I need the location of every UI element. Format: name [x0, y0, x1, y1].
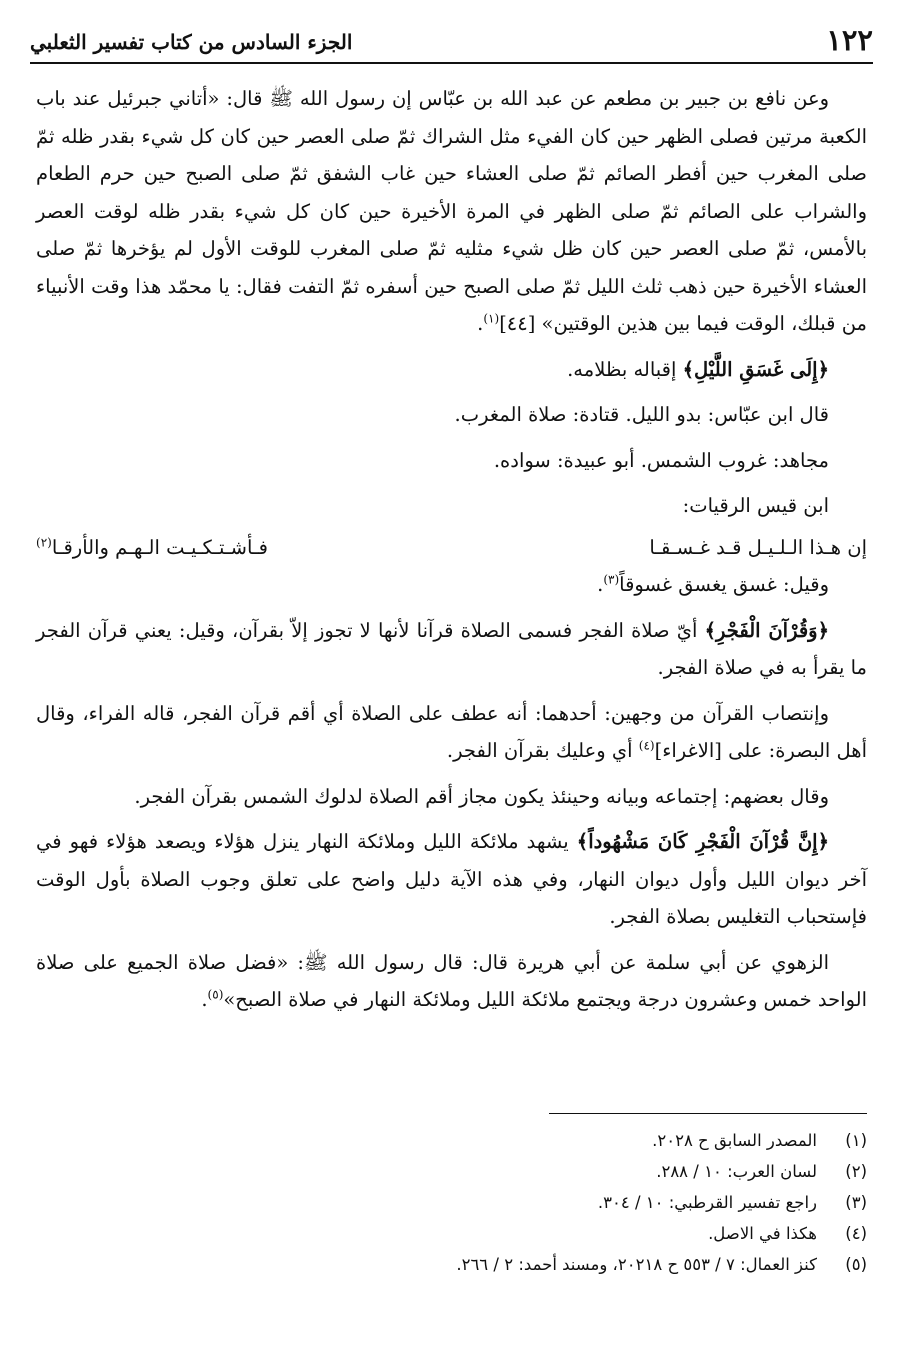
footnote-ref-5: (٥) [207, 987, 224, 1002]
paragraph-poet: ابن قيس الرقيات: [682, 494, 829, 517]
paragraph-zuhri: الزهوي عن أبي سلمة عن أبي هريرة قال: قال رسول الله ﷺ: «فضل صلاة الجميع على صلاة الواحد خمس وعشرون درجة ويجتمع ملائكة الليل وملائكة النهار في صلاة الصبح»$^{(٥)}$. [36, 950, 867, 1011]
footnote-item [36, 1156, 867, 1187]
paragraph-ghasaq [36, 351, 867, 389]
paragraph-quran-fajr-text: أيّ صلاة الفجر فسمى الصلاة قرآنا لأنها لا تجوز إلاّ بقرآن، وقيل: يعني قرآن الفجر ما يقرأ به في صلاة الفجر. [36, 618, 867, 679]
paragraph-zuhri-text: الزهوي عن أبي سلمة عن أبي هريرة قال: قال رسول الله ﷺ: «فضل صلاة الجميع على صلاة الواحد خمس وعشرون درجة ويجتمع ملائكة الليل وملائكة النهار في صلاة الصبح» [36, 950, 867, 1011]
footnote-number: (٢) [845, 1162, 867, 1181]
footnote-text: لسان العرب: ١٠ / ٢٨٨. [656, 1162, 817, 1181]
poetry-verse [36, 529, 867, 567]
footnote-text: هكذا في الاصل. [708, 1224, 817, 1243]
paragraph-mujahid: مجاهد: غروب الشمس. أبو عبيدة: سواده. [493, 448, 829, 472]
main-text [36, 80, 867, 1019]
paragraph-baduhum: وقال بعضهم: إجتماعه وبيانه وحينئذ يكون مجاز أقم الصلاة لدلوك الشمس بقرآن الفجر. [134, 784, 829, 808]
page-number: ١٢٢ [826, 23, 873, 57]
verse-first-hemistich: إن هـذا الـلـيـل قـد غـسـقـا [649, 535, 867, 559]
footnote-number: (٥) [845, 1255, 867, 1274]
footnote-ref-2: (٢) [36, 535, 52, 549]
paragraph-intisab-text-b: أي وعليك بقرآن الفجر. [446, 739, 639, 762]
running-title: الجزء السادس من كتاب تفسير الثعلبي [30, 30, 353, 54]
paragraph-intisab [36, 695, 867, 770]
verse-second-hemistich-wrap [36, 529, 268, 567]
footnote-number: (٣) [845, 1193, 867, 1212]
footnote-divider [549, 1113, 867, 1114]
paragraph-mashhud [36, 823, 867, 936]
footnote-item [36, 1125, 867, 1156]
footnotes [36, 1125, 867, 1280]
footnote-number: (٤) [845, 1224, 867, 1243]
footnote-ref-3: (٣) [603, 572, 620, 587]
paragraph-ghasaq-text: إقباله بظلامه. [567, 357, 683, 381]
paragraph-quran-fajr [36, 612, 867, 687]
footnote-text: المصدر السابق ح ٢٠٢٨. [652, 1131, 817, 1150]
footnote-item [36, 1218, 867, 1249]
footnote-item [36, 1187, 867, 1218]
quran-verse-mashhud: ﴿إِنَّ قُرْآنَ الْفَجْرِ كَانَ مَشْهُوداً﴾ [576, 830, 829, 853]
verse-second-hemistich: فـأشـتـكـيـت الـهـم والأرقـا [51, 535, 268, 559]
paragraph-mashhud-text: يشهد ملائكة الليل وملائكة النهار ينزل هؤلاء ويصعد هؤلاء فهو في آخر ديوان الليل وأول ديوان النهار، وفي هذه الآية دليل واضح على تعلق وجوب الصلاة بأول الوقت فإستحباب التغليس بصلاة الفجر. [36, 830, 867, 928]
footnote-ref-1: (١) [483, 311, 500, 326]
footnote-ref-4: (٤) [638, 738, 655, 753]
paragraph-intisab-text-a: وإنتصاب القرآن من وجهين: أحدهما: أنه عطف على الصلاة أي أقم قرآن الفجر، قاله الفراء، وقال أهل البصرة: على [الاغراء] [36, 701, 867, 762]
hadith-text: وعن نافع بن جبير بن مطعم عن عبد الله بن عبّاس إن رسول الله ﷺ قال: «أتاني جبرئيل عند باب الكعبة مرتين فصلى الظهر حين كان الفيء مثل الشراك ثمّ صلى العصر حين كان كل شيء بقدر ظله ثمّ صلى المغرب حين أفطر الصائم ثمّ صلى العشاء حين غاب الشفق ثمّ صلى الصبح حين حرم الطعام والشراب على الصائم ثمّ صلى الظهر في المرة الأخيرة حين كان كل شيء بقدر ظله لوقت العصر بالأمس، ثمّ صلى العصر حين كان ظل شيء مثليه ثمّ صلى المغرب للوقت الأول لم يؤخرها ثمّ صلى العشاء الأخيرة حين ذهب ثلث الليل ثمّ صلى الصبح حين أسفره ثمّ التفت فقال: يا محمّد هذا وقت الأنبياء من قبلك، الوقت فيما بين هذين الوقتين» [٤٤] [36, 87, 867, 335]
hadith-paragraph: وعن نافع بن جبير بن مطعم عن عبد الله بن عبّاس إن رسول الله ﷺ قال: «أتاني جبرئيل عند باب الكعبة مرتين فصلى الظهر حين كان الفيء مثل الشراك ثمّ صلى العصر حين كان كل شيء بقدر ظله ثمّ صلى المغرب حين أفطر الصائم ثمّ صلى العشاء حين غاب الشفق ثمّ صلى الصبح حين حرم الطعام والشراب على الصائم ثمّ صلى الظهر في المرة الأخيرة حين كان كل شيء بقدر ظله لوقت العصر بالأمس، ثمّ صلى العصر حين كان ظل شيء مثليه ثمّ صلى المغرب للوقت الأول لم يؤخرها ثمّ صلى العشاء الأخيرة حين ذهب ثلث الليل ثمّ صلى الصبح حين أسفره ثمّ التفت فقال: يا محمّد هذا وقت الأنبياء من قبلك، الوقت فيما بين هذين الوقتين» [٤٤]$^{(١)}$. [36, 87, 867, 335]
paragraph-qila-text: وقيل: غسق يغسق غسوقاً [619, 573, 829, 596]
footnote-item [36, 1249, 867, 1280]
paragraph-qila: وقيل: غسق يغسق غسوقاً$^{(٣)}$. [597, 572, 829, 596]
page-header [30, 22, 873, 64]
footnote-number: (١) [845, 1131, 867, 1150]
footnote-text: كنز العمال: ٧ / ٥٥٣ ح ٢٠٢١٨، ومسند أحمد: ٢ / ٢٦٦. [456, 1255, 817, 1274]
paragraph-ibn-abbas: قال ابن عبّاس: بدو الليل. قتادة: صلاة المغرب. [454, 403, 829, 426]
quran-verse-fajr: ﴿وَقُرْآنَ الْفَجْرِ﴾ [704, 618, 830, 642]
quran-verse-ghasaq: ﴿إِلَى غَسَقِ اللَّيْلِ﴾ [682, 357, 829, 381]
footnote-text: راجع تفسير القرطبي: ١٠ / ٣٠٤. [597, 1193, 817, 1212]
